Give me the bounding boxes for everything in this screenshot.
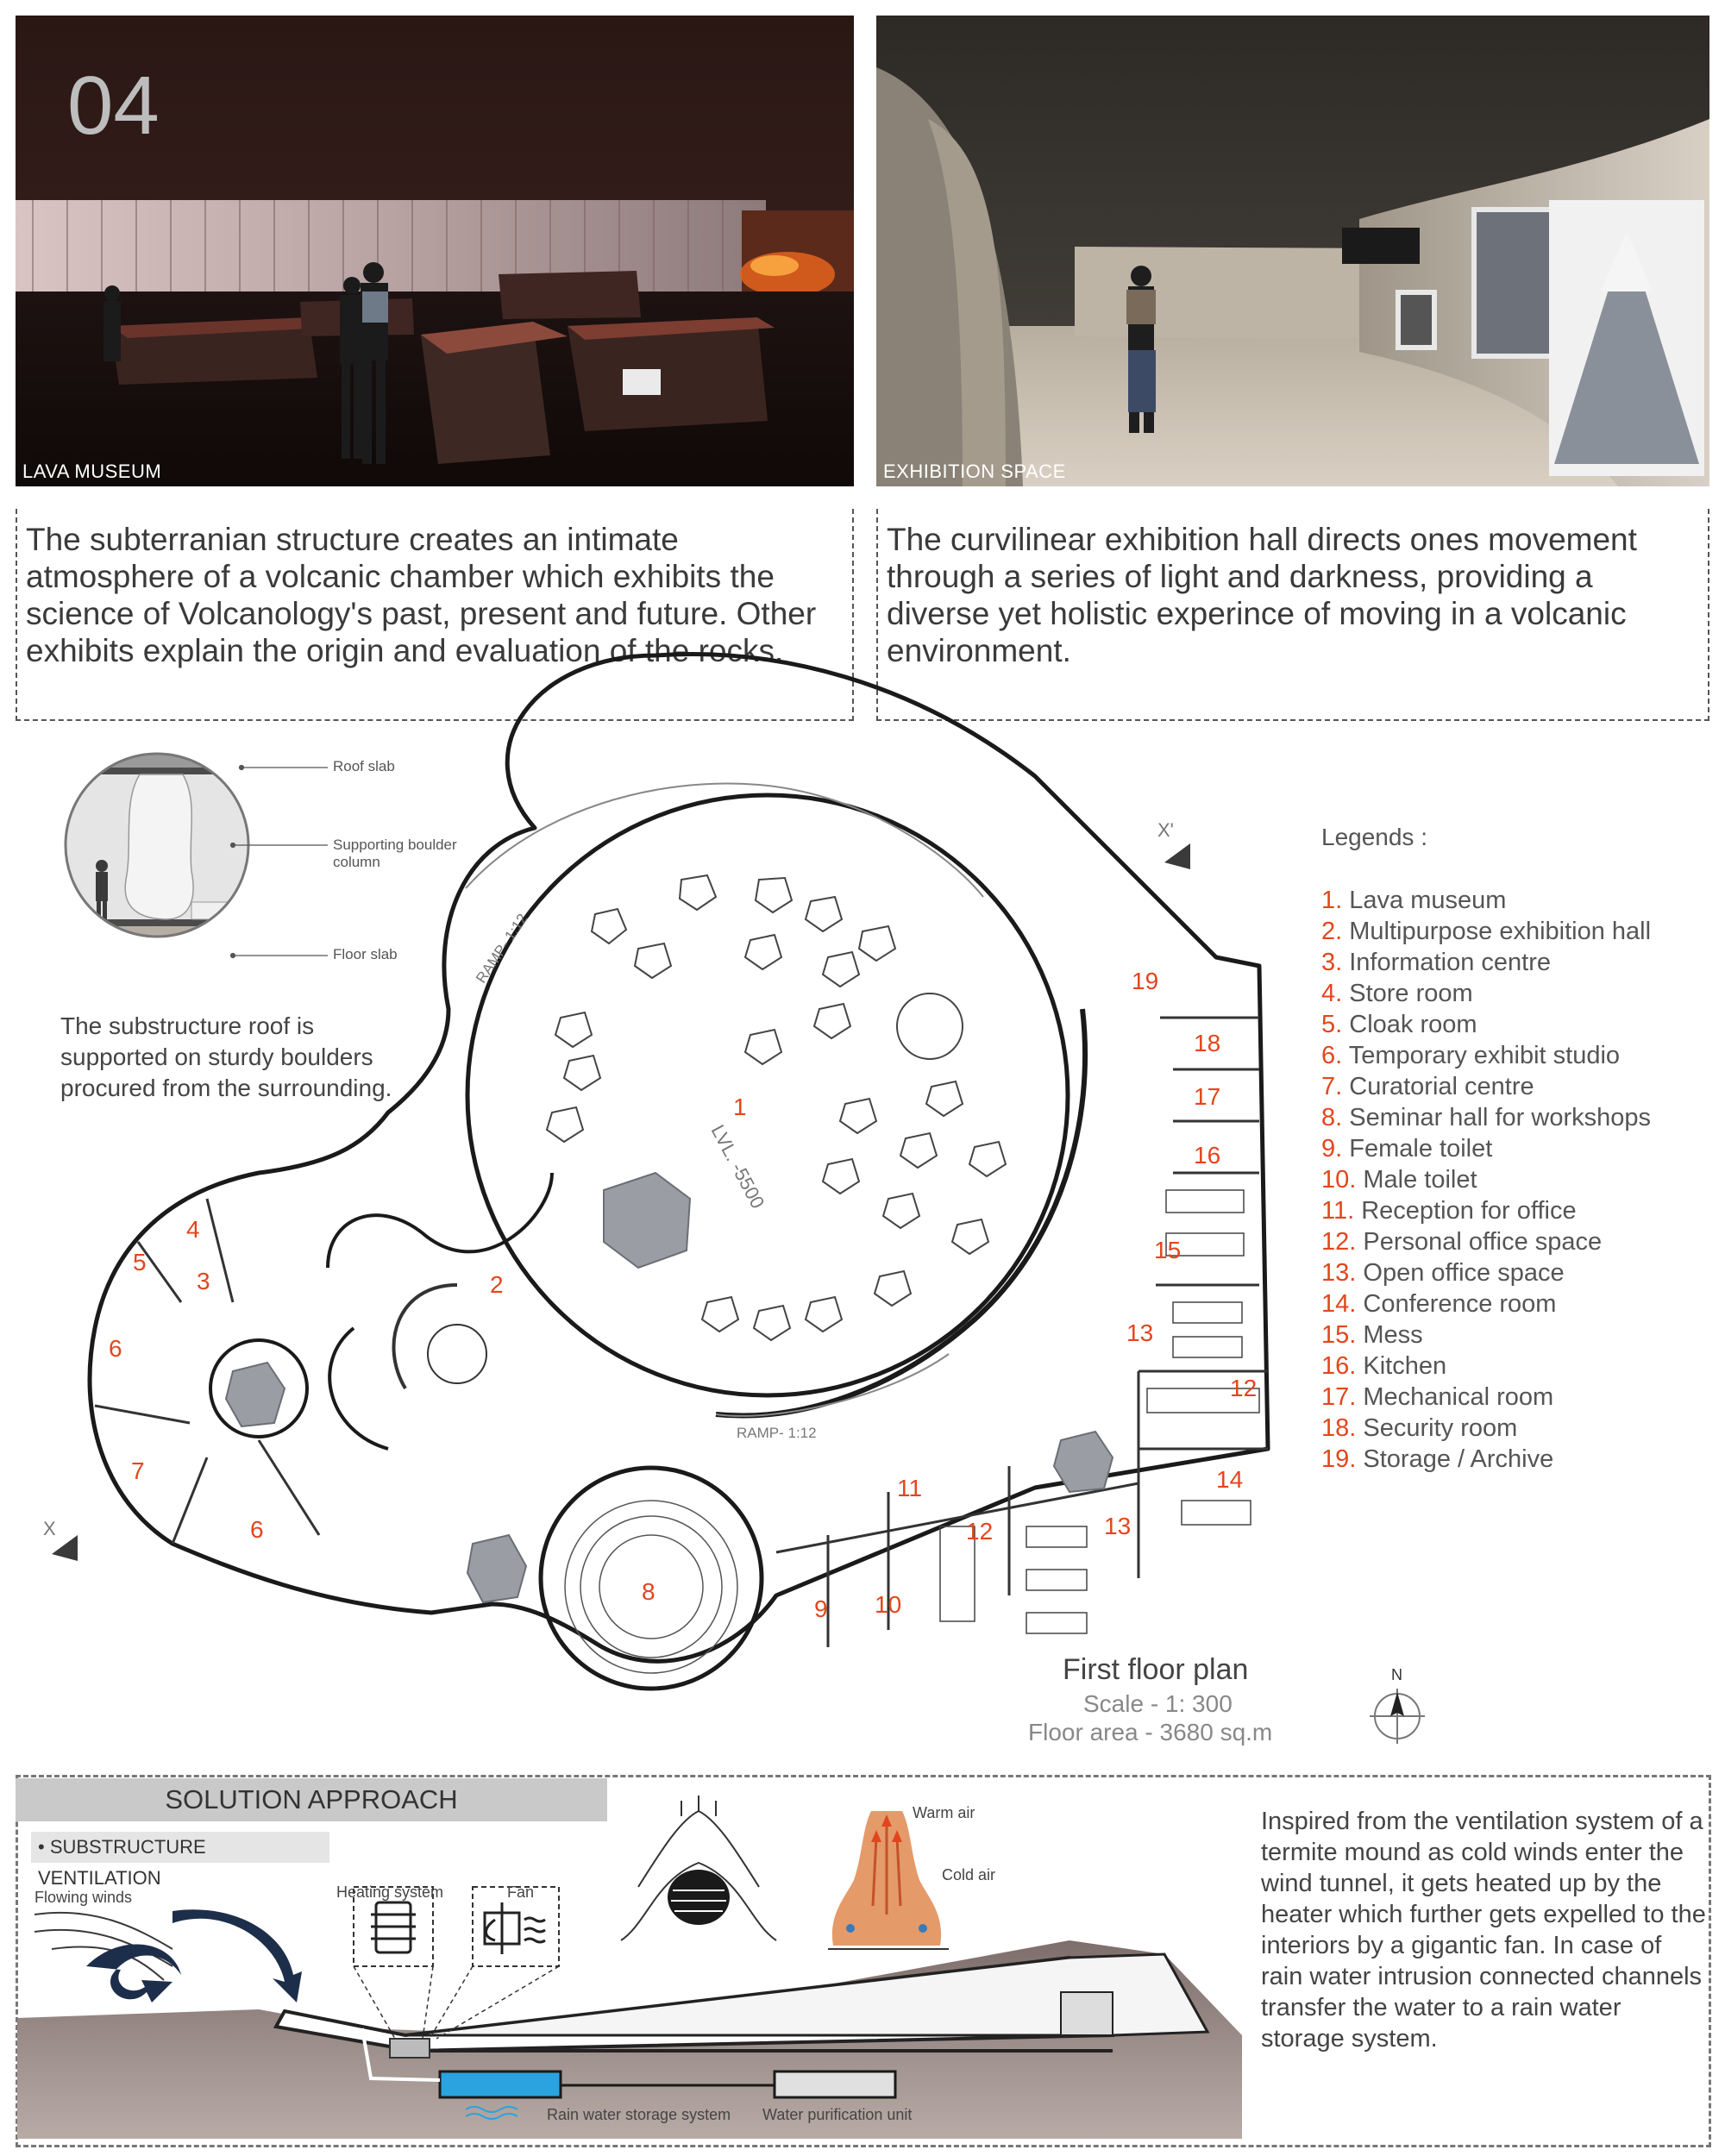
- room-number: 1: [733, 1094, 747, 1120]
- legend-item: 7. Curatorial centre: [1321, 1073, 1534, 1100]
- legend-heading: Legends :: [1321, 824, 1427, 850]
- fan-label: Fan: [507, 1883, 535, 1901]
- room-number: 11: [897, 1475, 923, 1501]
- solution-subtitle: • SUBSTRUCTURE VENTILATION: [31, 1832, 329, 1863]
- ventilation-section-diagram: [0, 1777, 1259, 2147]
- room-number: 6: [250, 1516, 264, 1543]
- ventilation-description: Inspired from the ventilation system of a termite mound as cold winds enter the wind tunnel, it gets heated up by the heater which further gets expelled to the interiors by a gigantic fan. In case of rain water intrusion connected channels transfer the water to a rain water storage system.: [1261, 1808, 1706, 2053]
- room-number: 10: [875, 1591, 902, 1618]
- warm-air-label: Warm air: [913, 1804, 975, 1821]
- plan-title: First floor plan: [1063, 1653, 1249, 1686]
- legend-item: 1. Lava museum: [1321, 887, 1507, 914]
- lava-museum-description: The subterranian structure creates an intimate atmosphere of a volcanic chamber which exhibits the science of Volcanology's past, present and future. Other exhibits explain the origin and evaluation of the rocks.: [16, 509, 854, 721]
- legend-item: 8. Seminar hall for workshops: [1321, 1104, 1652, 1131]
- purification-label: Water purification unit: [762, 2106, 913, 2123]
- roof-slab-label: Roof slab: [333, 758, 395, 774]
- legend-item: 15. Mess: [1321, 1321, 1423, 1349]
- exhibition-space-label: EXHIBITION SPACE: [883, 461, 1066, 482]
- solution-title: SOLUTION APPROACH: [16, 1778, 607, 1821]
- room-number: 2: [490, 1271, 504, 1298]
- flowing-winds-label: Flowing winds: [34, 1889, 133, 1906]
- legend-item: 6. Temporary exhibit studio: [1321, 1042, 1621, 1069]
- legend-item: 12. Personal office space: [1321, 1228, 1603, 1256]
- room-number: 15: [1154, 1237, 1182, 1263]
- room-number: 13: [1126, 1319, 1154, 1346]
- ramp-label-bottom: RAMP- 1:12: [737, 1425, 817, 1441]
- exhibition-space-description: The curvilinear exhibition hall directs ones movement through a series of light and darkness, providing a diverse yet holistic experince of moving in a volcanic environment.: [876, 509, 1709, 721]
- room-number: 3: [197, 1268, 210, 1294]
- room-number: 7: [131, 1457, 145, 1484]
- floor-slab-label: Floor slab: [333, 946, 398, 962]
- legend-item: 3. Information centre: [1321, 949, 1551, 976]
- ramp-label-top: RAMP- 1:12: [473, 911, 531, 987]
- legend-item: 18. Security room: [1321, 1414, 1518, 1442]
- room-number: 18: [1194, 1030, 1221, 1056]
- room-number: 12: [966, 1518, 994, 1545]
- legend-item: 5. Cloak room: [1321, 1011, 1477, 1038]
- plan-scale: Scale - 1: 300: [1083, 1690, 1233, 1717]
- room-number: 5: [133, 1249, 147, 1275]
- section-marker-x-prime: X': [1157, 819, 1174, 841]
- legend-item: 2. Multipurpose exhibition hall: [1321, 918, 1652, 945]
- legend-item: 17. Mechanical room: [1321, 1383, 1554, 1411]
- legend-item: 4. Store room: [1321, 980, 1473, 1007]
- legend-item: 16. Kitchen: [1321, 1352, 1447, 1380]
- room-number: 9: [814, 1595, 828, 1622]
- legend-item: 14. Conference room: [1321, 1290, 1557, 1318]
- plan-floor-area: Floor area - 3680 sq.m: [1028, 1719, 1273, 1745]
- legend-item: 13. Open office space: [1321, 1259, 1565, 1287]
- legend-item: 19. Storage / Archive: [1321, 1445, 1554, 1473]
- room-number: 14: [1216, 1466, 1244, 1493]
- rain-storage-label: Rain water storage system: [547, 2106, 731, 2123]
- room-number: 19: [1132, 968, 1159, 994]
- panel-number: 04: [67, 60, 160, 152]
- room-number: 17: [1194, 1083, 1221, 1110]
- lava-museum-label: LAVA MUSEUM: [22, 461, 162, 482]
- section-marker-x: X: [43, 1518, 56, 1539]
- room-number: 13: [1104, 1513, 1132, 1539]
- legend-item: 10. Male toilet: [1321, 1166, 1477, 1194]
- boulder-column-label: Supporting boulder column: [333, 837, 457, 870]
- room-number: 6: [109, 1335, 122, 1362]
- substructure-roof-note: The substructure roof is supported on sturdy boulders procured from the surrounding.: [60, 1012, 392, 1101]
- room-number: 16: [1194, 1142, 1221, 1169]
- north-label: N: [1391, 1666, 1402, 1683]
- room-number: 8: [642, 1578, 656, 1605]
- heating-system-label: Heating system: [336, 1883, 444, 1901]
- cold-air-label: Cold air: [942, 1866, 996, 1883]
- room-number: 12: [1230, 1375, 1258, 1401]
- room-number: 4: [186, 1216, 200, 1243]
- legend-list: [1321, 885, 1651, 1475]
- level-label: LVL. -5500: [706, 1121, 769, 1213]
- legend-item: 9. Female toilet: [1321, 1135, 1493, 1163]
- legend-item: 11. Reception for office: [1321, 1197, 1577, 1225]
